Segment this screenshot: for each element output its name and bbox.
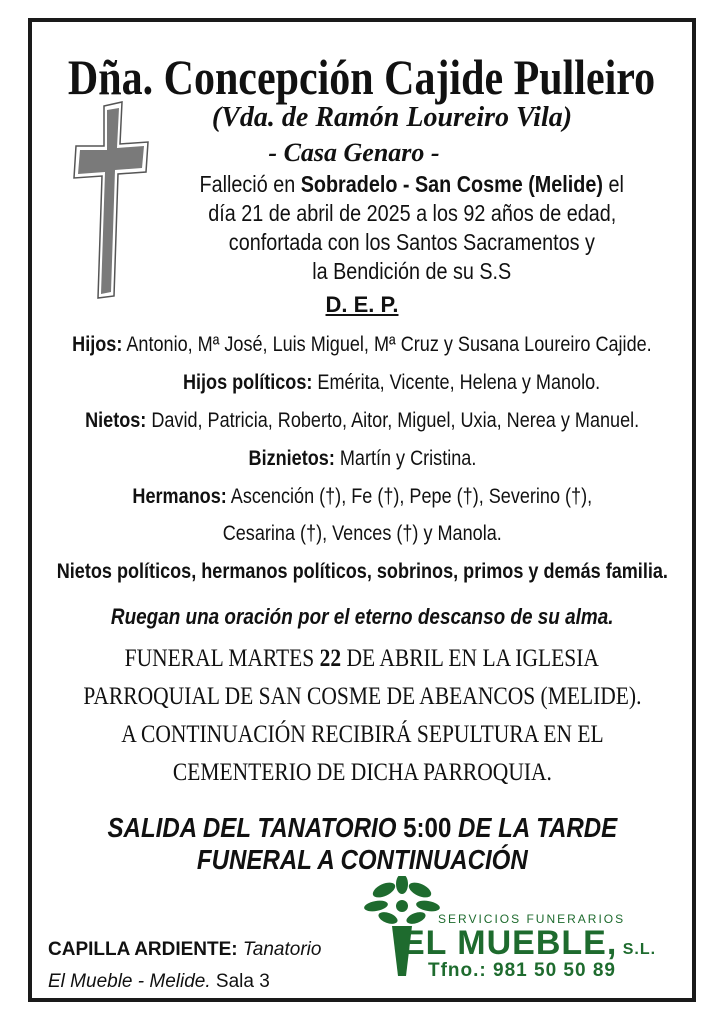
chapel-info: CAPILLA ARDIENTE: Tanatorio El Mueble - Melide. Sala 3 <box>48 939 322 992</box>
deceased-name: Dña. Concepción Cajide Pulleiro <box>68 49 656 105</box>
hermanos-line-1: Hermanos: Ascención (†), Fe (†), Pepe (†), Severino (†), <box>132 485 592 508</box>
funeral-home-logo <box>362 876 682 986</box>
nietos-line: Nietos: David, Patricia, Roberto, Aitor, Miguel, Uxia, Nerea y Manuel. <box>84 409 640 432</box>
hermanos-line-2: Cesarina (†), Vences (†) y Manola. <box>222 522 502 545</box>
house-name: - Casa Genaro - <box>268 138 440 167</box>
logo-name: EL MUEBLE, S.L. <box>402 924 657 962</box>
biznietos-line: Biznietos: Martín y Cristina. <box>248 447 476 470</box>
logo-phone: Tfno.: 981 50 50 89 <box>428 960 616 981</box>
prayer-line: Ruegan una oración por el eterno descanso de su alma. <box>110 604 614 629</box>
other-family-line: Nietos políticos, hermanos políticos, sobrinos, primos y demás familia. <box>56 560 668 583</box>
logo-tagline: SERVICIOS FUNERARIOS <box>438 912 626 926</box>
death-details: Falleció en Sobradelo - San Cosme (Melide) el día 21 de abril de 2025 a los 92 años de edad, confortada con los Santos Sacramentos y la Bendición de su S.S <box>199 171 625 284</box>
dep-heading: D. E. P. <box>325 292 399 317</box>
departure-details: SALIDA DEL TANATORIO 5:00 DE LA TARDE FUNERAL A CONTINUACIÓN <box>107 812 617 875</box>
hijos-line: Hijos: Antonio, Mª José, Luis Miguel, Mª Cruz y Susana Loureiro Cajide. <box>72 333 652 356</box>
hijos-politicos-line: Hijos políticos: Emérita, Vicente, Helena y Manolo. <box>183 371 601 394</box>
widow-of: (Vda. de Ramón Loureiro Vila) <box>211 102 573 133</box>
funeral-details: FUNERAL MARTES 22 DE ABRIL EN LA IGLESIA PARROQUIAL DE SAN COSME DE ABEANCOS (MELIDE). A CONTINUACIÓN RECIBIRÁ SEPULTURA EN EL CEMENTERIO DE DICHA PARROQUIA. <box>82 645 642 786</box>
